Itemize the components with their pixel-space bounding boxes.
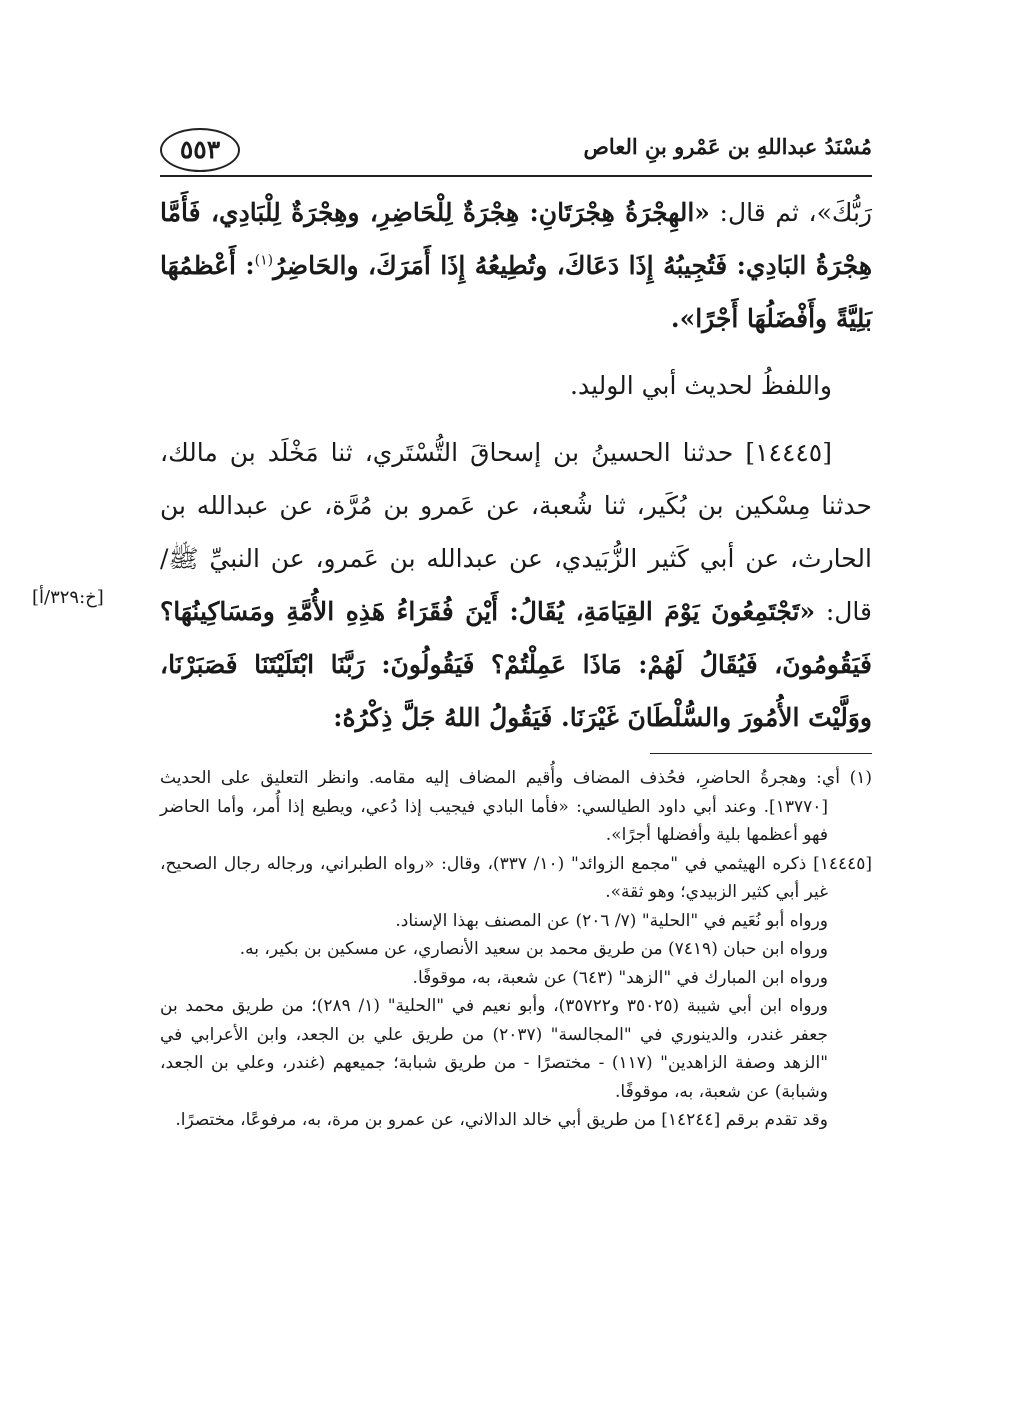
manuscript-margin-note: [خ:٣٢٩/أ] (32, 587, 104, 608)
footnote-line: ورواه ابن حبان (٧٤١٩) من طريق محمد بن سعيد الأنصاري، عن مسكين بن بكير، به. (239, 939, 828, 959)
footnote-2 (160, 850, 872, 907)
paragraph-2: واللفظُ لحديث أبي الوليد. (570, 371, 832, 400)
footnote-line: ورواه ابن المبارك في "الزهد" (٦٤٣) عن شعبة، به، موقوفًا. (412, 967, 828, 988)
paragraph-1 (160, 186, 872, 345)
page-header (160, 126, 872, 176)
footnote-1-marker: (١) (849, 768, 873, 788)
footnote-2-marker: [١٤٤٤٥] (813, 853, 872, 874)
paragraph-3 (160, 426, 872, 744)
spacer (160, 412, 872, 426)
page-number: ٥٥٣ (160, 128, 240, 172)
hadith-quote-2: «تَجْتَمِعُونَ يَوْمَ القِيَامَةِ، يُقَالُ: أَيْنَ فُقَرَاءُ هَذِهِ الأُمَّةِ ومَسَاكِينُهَا؟ فَيَقُومُونَ، فَيُقَالُ لَهُمْ: مَاذَا عَمِلْتُمْ؟ فَيَقُولُونَ: رَبَّنَا ابْتَلَيْتَنَا فَصَبَرْنَا، ووَلَّيْتَ الأُمُورَ والسُّلْطَانَ غَيْرَنَا. فَيَقُولُ اللهُ جَلَّ ذِكْرُهُ: (160, 597, 872, 732)
footnote-rule (650, 753, 872, 754)
hadith-quote-1a: «الهِجْرَةُ هِجْرَتَانِ: هِجْرَةٌ لِلْحَاضِرِ، وهِجْرَةٌ لِلْبَادِي، فَأَمَّا هِجْرَةُ البَادِي: فَتُجِيبُهُ إِذَا دَعَاكَ، وتُطِيعُهُ إِذَا أَمَرَكَ، والحَاضِرُ (160, 198, 872, 280)
footnote-line: وقد تقدم برقم [١٤٢٤٤] من طريق أبي خالد الدالاني، عن عمرو بن مرة، به، مرفوعًا، مختصرًا. (175, 1110, 828, 1130)
running-title: مُسْنَدُ عبداللهِ بن عَمْرو بنِ العاص (583, 134, 872, 159)
footnote-2-text: ذكره الهيثمي في "مجمع الزوائد" (١٠/ ٣٣٧)، وقال: «رواه الطبراني، ورجاله رجال الصحيح، غير أبي كثير الزبيدي؛ وهو ثقة». (160, 853, 828, 902)
footnote-line: ورواه أبو نُعَيم في "الحلية" (٧/ ٢٠٦) عن المصنف بهذا الإسناد. (395, 910, 828, 931)
hadith-quote-1b: : أَعْظمُهَا بَلِيَّةً وأَفْضَلُهَا أَجْرًا». (160, 251, 872, 333)
spacer (160, 345, 872, 359)
footnotes (160, 764, 872, 1135)
footnote-1-text: أي: وهجرةُ الحاضرِ، فحُذف المضاف وأُقيم المضاف إليه مقامه. وانظر التعليق على الحديث [١٣٧٧٠]. وعند أبي داود الطيالسي: «فأما البادي فيجيب إذا دُعي، ويطيع إذا أُمر، وأما الحاضر فهو أعظمها بلية وأفضلها أجرًا». (160, 768, 840, 845)
isnad-text: [١٤٤٤٥] حدثنا الحسينُ بن إسحاقَ التُّسْتَري، ثنا مَخْلَد بن مالك، حدثنا مِسْكين بن بُكَير، ثنا شُعبة، عن عَمرو بن مُرَّة، عن عبدالله بن الحارث، عن أبي كَثير الزُّبَيدي، عن عبدالله بن عَمرو، عن النبيِّ ﷺ/ قال: (160, 438, 872, 626)
footnote-1 (160, 764, 872, 850)
para1-lead: رَبُّكَ»، ثم قال: (709, 198, 872, 227)
footnote-ref-1[interactable]: (١) (254, 252, 274, 269)
main-text (160, 186, 872, 744)
header-rule (160, 175, 872, 177)
footnote-line: ورواه ابن أبي شيبة (٣٥٠٢٥ و٣٥٧٢٢)، وأبو نعيم في "الحلية" (١/ ٢٨٩)؛ من طريق محمد بن جعفر غندر، والدينوري في "المجالسة" (٢٠٣٧) من طريق علي بن الجعد، وابن الأعرابي في "الزهد وصفة الزاهدين" (١١٧) - مختصرًا - من طريق شبابة؛ جميعهم (غندر، وعلي بن الجعد، وشبابة) عن شعبة، به، موقوفًا. (160, 996, 829, 1102)
